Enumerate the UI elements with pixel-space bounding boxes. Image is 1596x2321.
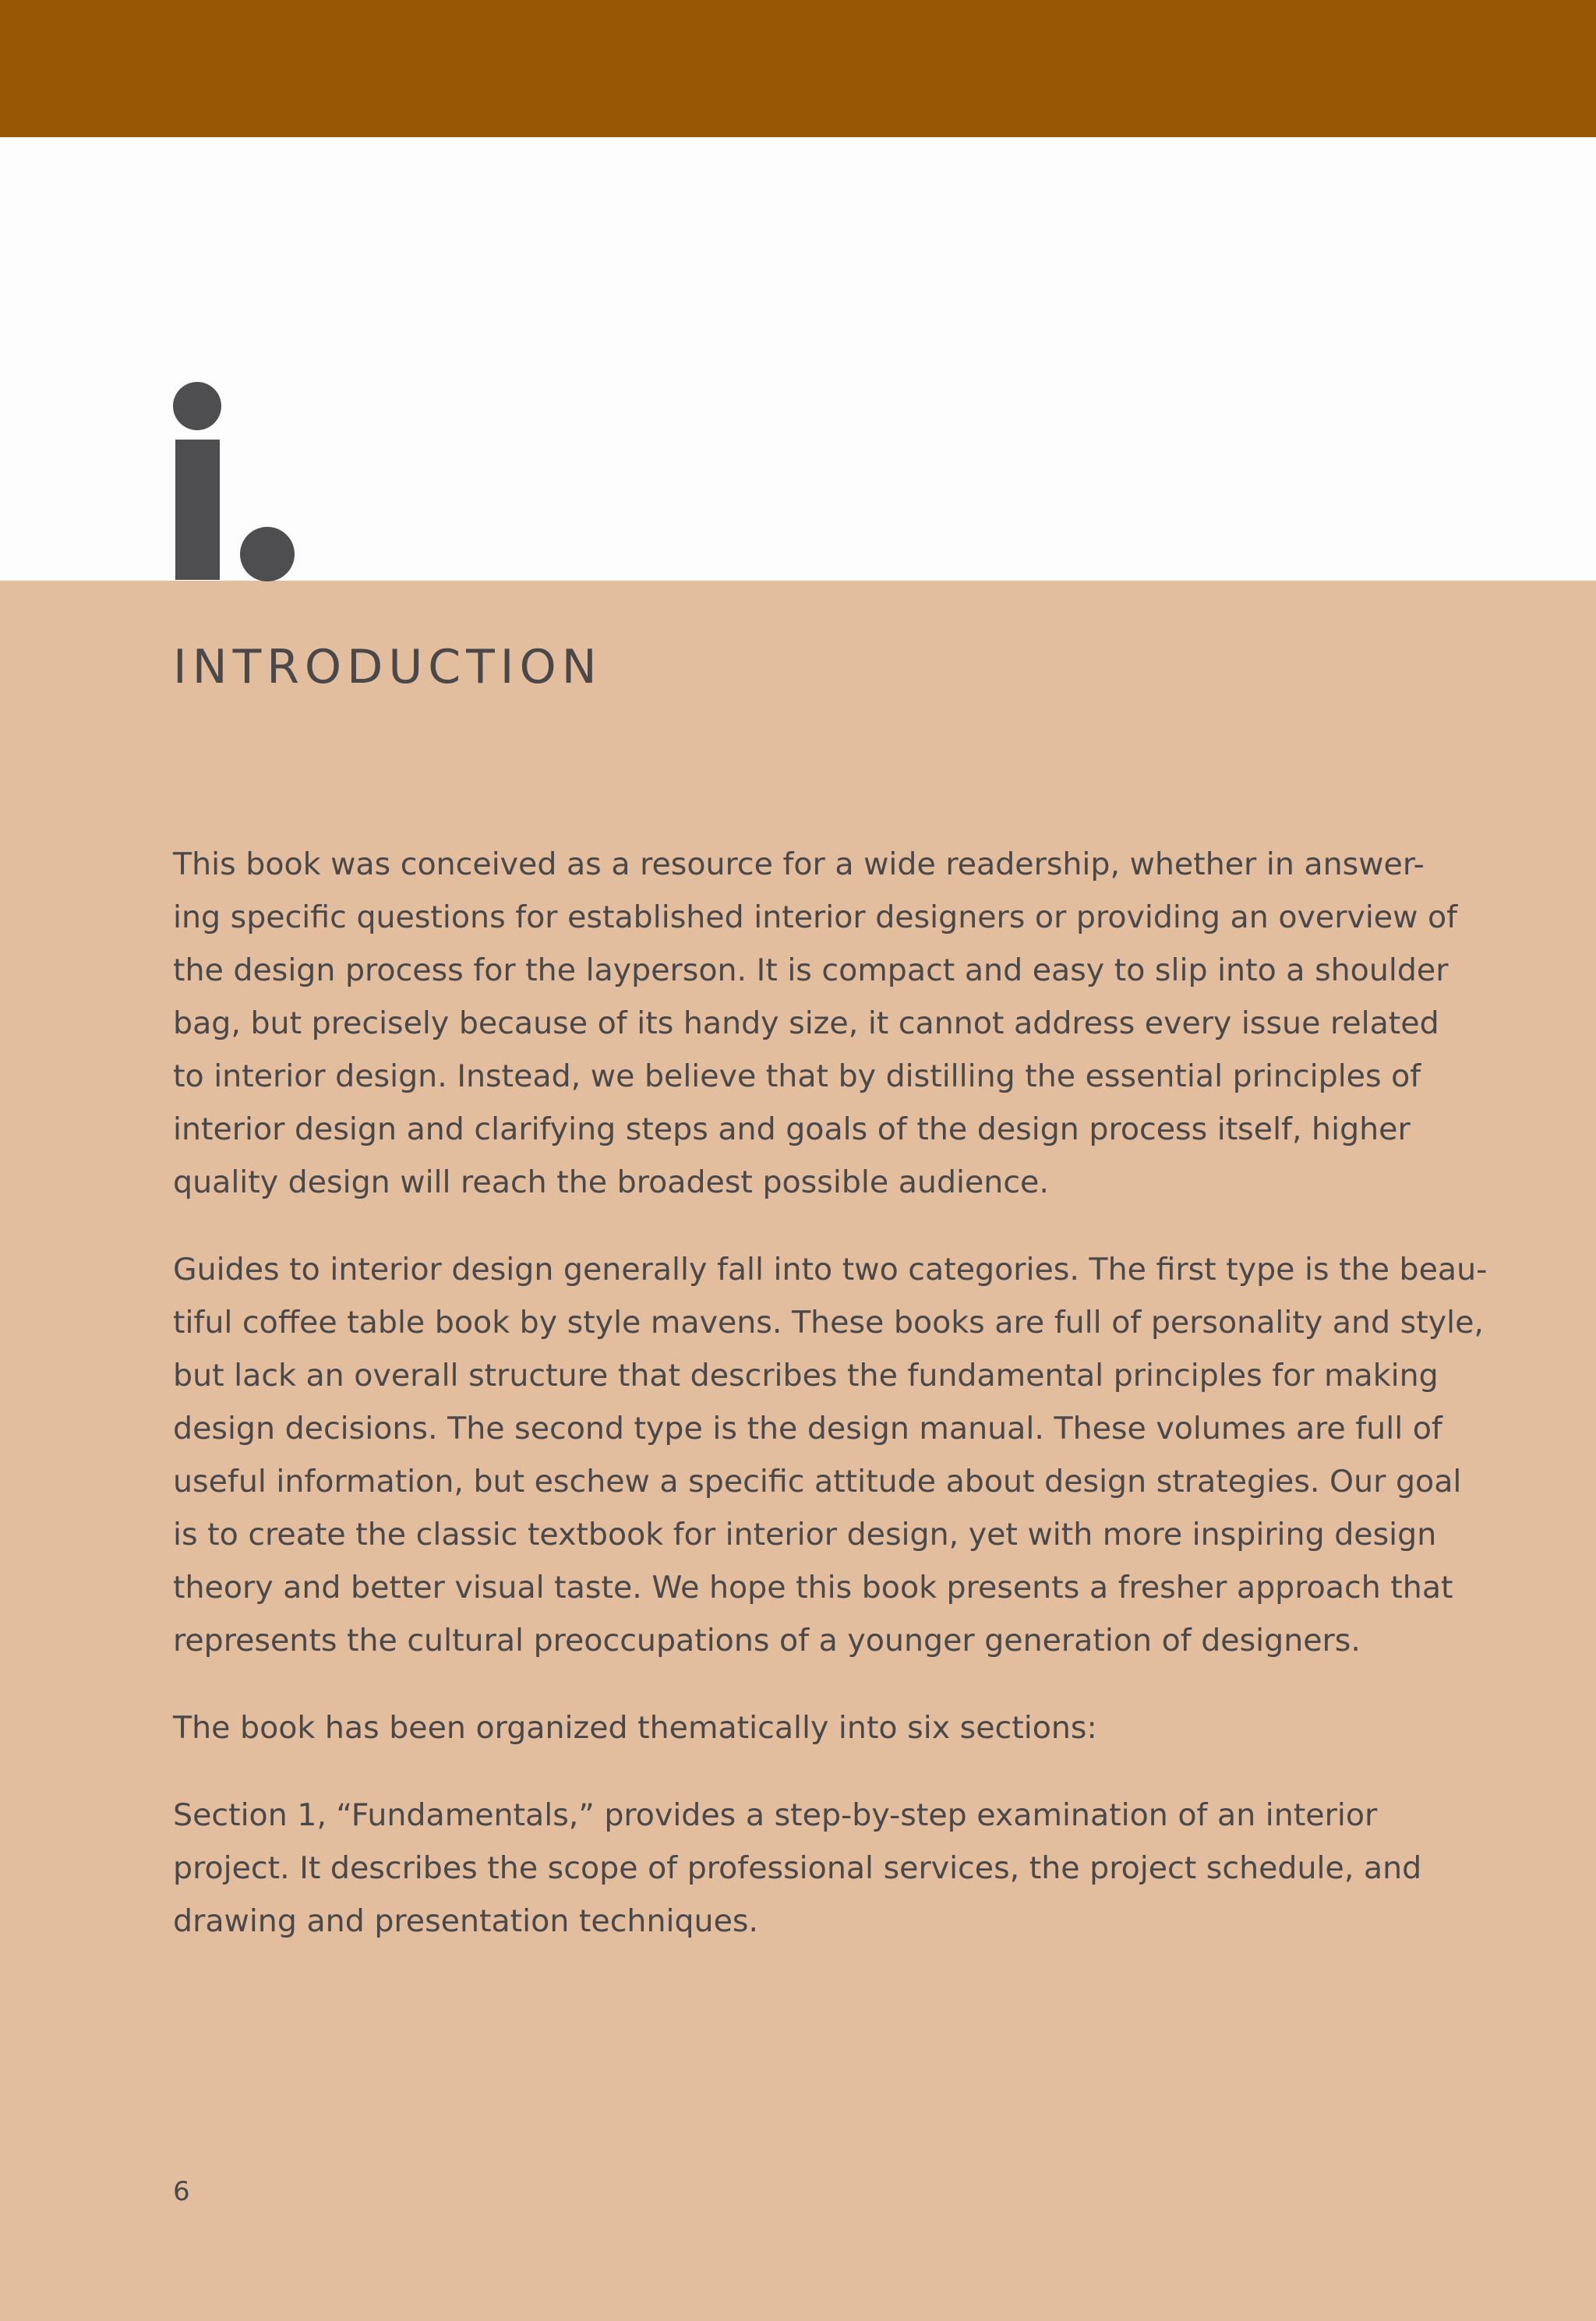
- body-text: [173, 838, 1488, 1982]
- paragraph: [173, 1701, 1482, 1754]
- paragraph-line: project. It describes the scope of professional services, the project schedule, and: [173, 1850, 1422, 1886]
- paragraph-line: but lack an overall structure that describes the fundamental principles for making: [173, 1358, 1439, 1394]
- paragraph-line: tiful coffee table book by style mavens. These books are full of personality and style,: [173, 1305, 1484, 1341]
- page-number: 6: [173, 2176, 190, 2207]
- paragraph-line: quality design will reach the broadest possible audience.: [173, 1164, 1049, 1200]
- paragraph-line: This book was conceived as a resource for a wide readership, whether in answer-: [173, 846, 1425, 882]
- paragraph-line: ing specific questions for established interior designers or providing an overview of: [173, 899, 1458, 935]
- numeral-period: [240, 527, 295, 581]
- paragraph-line: useful information, but eschew a specific attitude about design strategies. Our goal: [173, 1464, 1462, 1500]
- paragraph-line: Guides to interior design generally fall into two categories. The first type is the beau-: [173, 1252, 1488, 1288]
- paragraph-line: drawing and presentation techniques.: [173, 1903, 759, 1939]
- paragraph-line: the design process for the layperson. It is compact and easy to slip into a shoulder: [173, 952, 1449, 988]
- paragraph-line: The book has been organized thematically into six sections:: [173, 1710, 1097, 1746]
- paragraph-line: design decisions. The second type is the design manual. These volumes are full of: [173, 1411, 1442, 1447]
- numeral-stem: [175, 440, 220, 580]
- paragraph-line: interior design and clarifying steps and goals of the design process itself, higher: [173, 1111, 1411, 1147]
- paragraph-line: bag, but precisely because of its handy size, it cannot address every issue related: [173, 1005, 1439, 1041]
- header-color-band: [0, 0, 1596, 137]
- paragraph: [173, 1243, 1488, 1667]
- paragraph: [173, 1789, 1482, 1948]
- paragraph-line: theory and better visual taste. We hope this book presents a fresher approach that: [173, 1570, 1453, 1606]
- paragraph: [173, 838, 1482, 1209]
- chapter-title: INTRODUCTION: [173, 640, 602, 694]
- paragraph-line: is to create the classic textbook for interior design, yet with more inspiring design: [173, 1517, 1437, 1553]
- paragraph-line: to interior design. Instead, we believe that by distilling the essential principles of: [173, 1058, 1421, 1094]
- numeral-dot: [173, 382, 221, 430]
- paragraph-line: Section 1, “Fundamentals,” provides a step-by-step examination of an interior: [173, 1797, 1378, 1833]
- chapter-numeral: [165, 365, 321, 583]
- paragraph-line: represents the cultural preoccupations of a younger generation of designers.: [173, 1623, 1361, 1659]
